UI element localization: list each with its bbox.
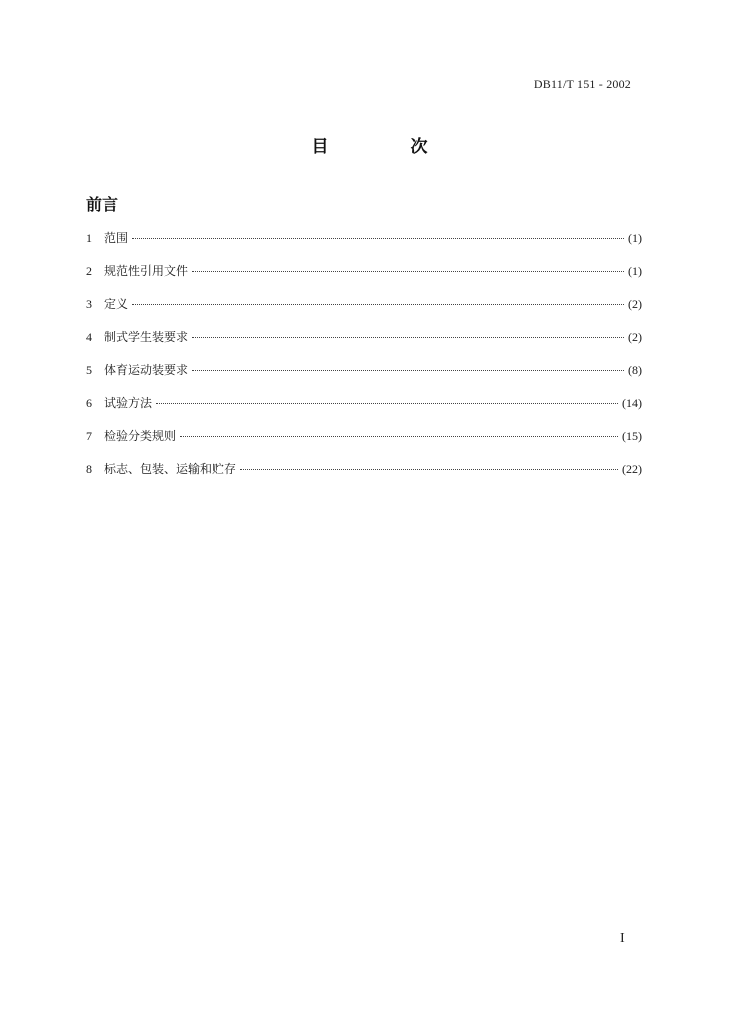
toc-entry-title: 体育运动装要求 [104,363,189,377]
toc-entry-page: (22) [622,462,642,476]
toc-entry-title: 制式学生装要求 [104,330,189,344]
standard-code: DB11/T 151 - 2002 [533,77,631,91]
page-title: 目 次 [311,137,466,157]
toc-entry-title: 规范性引用文件 [104,264,189,278]
toc-entry[interactable] [86,460,642,493]
toc-entry-number: 6 [86,396,92,410]
toc-entry-title: 范围 [104,231,129,245]
page-number: I [620,931,625,946]
toc-entry[interactable] [86,427,642,460]
toc-entry[interactable] [86,361,642,394]
toc-leader-dots [180,436,618,437]
toc-leader-dots [192,370,624,371]
toc-entry-page: (14) [622,396,642,410]
toc-entry-number: 1 [86,231,92,245]
toc-entry[interactable] [86,229,642,262]
toc-entry[interactable] [86,328,642,361]
toc-entry-number: 7 [86,429,92,443]
preface-heading[interactable]: 前言 [86,195,119,214]
toc-entry[interactable] [86,295,642,328]
toc-entry[interactable] [86,262,642,295]
toc-leader-dots [192,271,624,272]
toc-entry-title: 标志、包装、运输和贮存 [104,462,237,476]
toc-entry-page: (15) [622,429,642,443]
toc-leader-dots [132,304,624,305]
toc-entry-title: 定义 [104,297,129,311]
toc-leader-dots [192,337,624,338]
toc-entry-page: (1) [628,264,642,278]
toc-leader-dots [240,469,618,470]
toc-entry-page: (2) [628,297,642,311]
toc-entry-number: 5 [86,363,92,377]
toc-entry-title: 检验分类规则 [104,429,177,443]
toc-entry-number: 3 [86,297,92,311]
toc-entry-number: 2 [86,264,92,278]
toc-entry[interactable] [86,394,642,427]
toc-entry-number: 4 [86,330,92,344]
toc-entry-page: (8) [628,363,642,377]
toc-leader-dots [132,238,624,239]
toc-entry-page: (2) [628,330,642,344]
toc-entry-title: 试验方法 [104,396,153,410]
toc-entry-page: (1) [628,231,642,245]
toc-leader-dots [156,403,618,404]
toc-entry-number: 8 [86,462,92,476]
table-of-contents [86,229,642,493]
